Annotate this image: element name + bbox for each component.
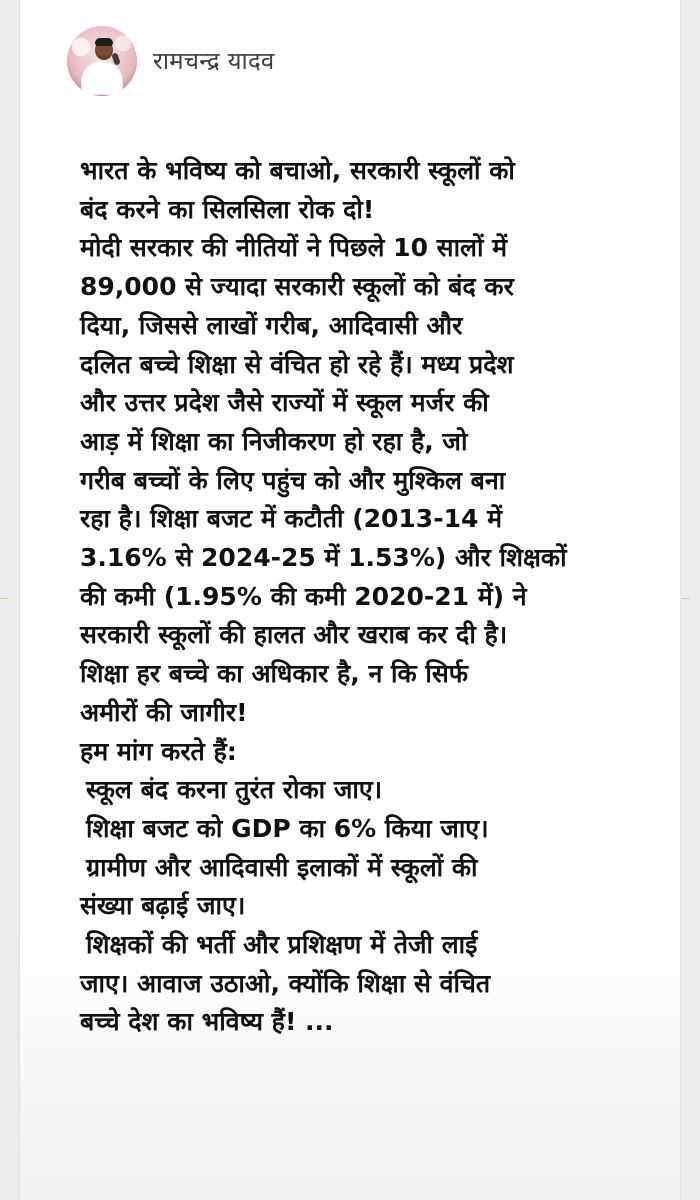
post-line-4: 89,000 से ज्यादा सरकारी स्कूलों को बंद कर <box>80 272 514 302</box>
post-line-20: संख्या बढ़ाई जाए। <box>80 891 246 921</box>
post-line-1: भारत के भविष्य को बचाओ, सरकारी स्कूलों को <box>80 156 515 185</box>
post-line-8: आड़ में शिक्षा का निजीकरण हो रहा है, जो <box>80 426 468 456</box>
post-line-6: दलित बच्चे शिक्षा से वंचित हो रहे हैं। मध्य प्रदेश <box>80 349 514 379</box>
post-line-13: सरकारी स्कूलों की हालत और खराब कर दी है। <box>80 620 508 650</box>
author-name[interactable]: रामचन्द्र यादव <box>153 47 275 75</box>
post-line-16: हम मांग करते हैं: <box>80 736 237 766</box>
right-edge-marker <box>682 598 690 599</box>
avatar-hair <box>95 38 113 46</box>
avatar-body <box>81 61 123 95</box>
post-card <box>20 0 680 1200</box>
post-line-11: 3.16% से 2024-25 में 1.53%) और शिक्षकों <box>80 543 567 573</box>
post-line-12: की कमी (1.95% की कमी 2020-21 में) ने <box>80 581 527 611</box>
post-line-23: बच्चे देश का भविष्य हैं! ... <box>80 1007 334 1037</box>
post-body <box>80 152 670 1042</box>
post-line-2: बंद करने का सिलसिला रोक दो! <box>80 194 375 224</box>
left-edge-marker <box>0 598 8 599</box>
post-line-19: ग्रामीण और आदिवासी इलाकों में स्कूलों की <box>86 852 478 882</box>
post-line-10: रहा है। शिक्षा बजट में कटौती (2013-14 में <box>80 504 503 534</box>
post-line-21: शिक्षकों की भर्ती और प्रशिक्षण में तेजी लाई <box>86 930 478 960</box>
post-line-5: दिया, जिससे लाखों गरीब, आदिवासी और <box>80 310 463 340</box>
author-row[interactable] <box>67 26 274 96</box>
post-line-9: गरीब बच्चों के लिए पहुंच को और मुश्किल बना <box>80 465 506 495</box>
post-line-18: शिक्षा बजट को GDP का 6% किया जाए। <box>86 813 489 843</box>
post-line-14: शिक्षा हर बच्चे का अधिकार है, न कि सिर्फ <box>80 659 469 689</box>
post-line-22: जाए। आवाज उठाओ, क्योंकि शिक्षा से वंचित <box>80 968 491 998</box>
avatar[interactable] <box>67 26 137 96</box>
post-line-17: स्कूल बंद करना तुरंत रोका जाए। <box>86 775 383 805</box>
post-line-3: मोदी सरकार की नीतियों ने पिछले 10 सालों में <box>80 233 508 263</box>
post-line-7: और उत्तर प्रदेश जैसे राज्यों में स्कूल मर्जर की <box>80 388 489 418</box>
post-line-15: अमीरों की जागीर! <box>80 697 248 727</box>
